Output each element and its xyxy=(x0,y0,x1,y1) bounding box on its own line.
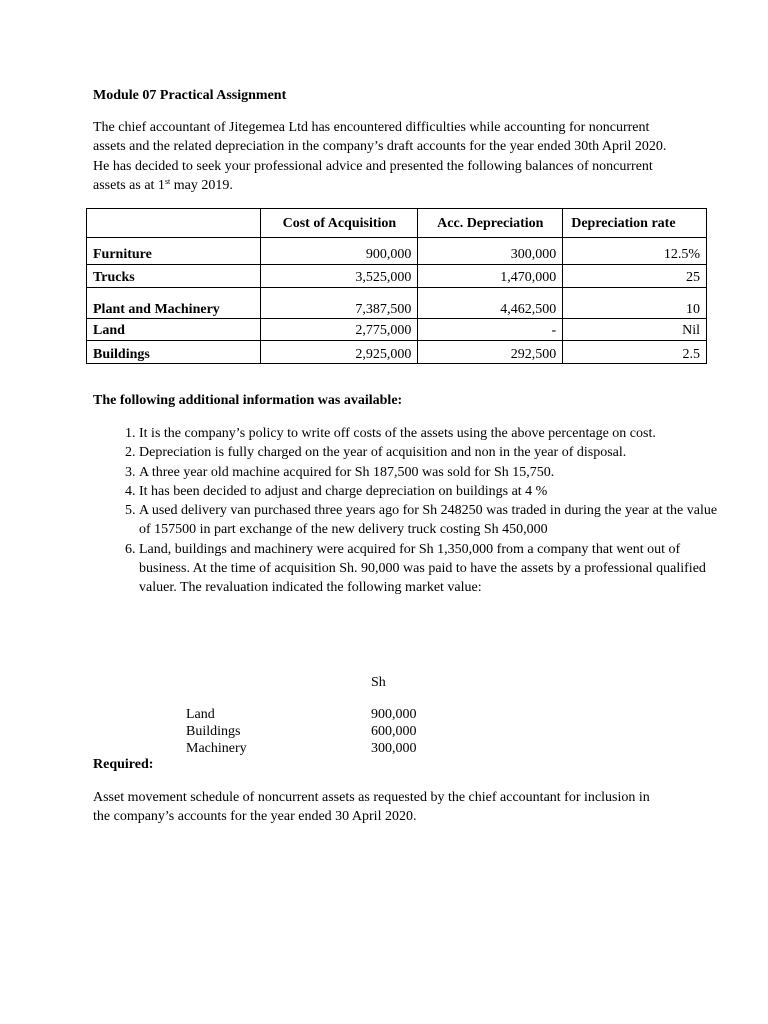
market-value-label: Land xyxy=(186,707,215,722)
asset-cost: 7,387,500 xyxy=(261,288,418,319)
asset-acc-dep: 1,470,000 xyxy=(418,265,563,288)
asset-rate: 2.5 xyxy=(563,341,707,364)
asset-acc-dep: - xyxy=(418,319,563,341)
asset-rate: Nil xyxy=(563,319,707,341)
table-header-acc-dep: Acc. Depreciation xyxy=(418,209,563,238)
asset-rate: 10 xyxy=(563,288,707,319)
list-item: 3. A three year old machine acquired for Sh 187,500 was sold for Sh 15,750. xyxy=(139,463,723,482)
market-value-amount: 900,000 xyxy=(371,707,417,722)
table-header-rate: Depreciation rate xyxy=(563,209,707,238)
table-header-cost: Cost of Acquisition xyxy=(261,209,418,238)
list-item: 6. Land, buildings and machinery were acquired for Sh 1,350,000 from a company that went out of business. At the time of acquisition Sh. 90,000 was paid to have the assets by a professional qualified valuer. The revaluation indicated the following market value: xyxy=(139,540,723,598)
asset-name: Buildings xyxy=(87,341,261,364)
intro-text-end: may 2019. xyxy=(170,177,233,193)
asset-name: Land xyxy=(87,319,261,341)
asset-name: Trucks xyxy=(87,265,261,288)
asset-cost: 900,000 xyxy=(261,238,418,265)
asset-cost: 2,925,000 xyxy=(261,341,418,364)
table-row xyxy=(87,341,707,364)
asset-cost: 3,525,000 xyxy=(261,265,418,288)
asset-name: Furniture xyxy=(87,238,261,265)
asset-acc-dep: 4,462,500 xyxy=(418,288,563,319)
table-row xyxy=(87,265,707,288)
market-value-label: Machinery xyxy=(186,741,247,756)
page-title: Module 07 Practical Assignment xyxy=(93,88,287,103)
required-paragraph: Asset movement schedule of noncurrent assets as requested by the chief accountant for inclusion in the company’s accounts for the year ended 30 April 2020. xyxy=(93,790,650,825)
intro-paragraph xyxy=(93,118,683,195)
market-value-currency: Sh xyxy=(371,675,386,690)
asset-rate: 12.5% xyxy=(563,238,707,265)
table-row xyxy=(87,319,707,341)
table-header-row xyxy=(87,209,707,238)
table-row xyxy=(87,238,707,265)
additional-info-list xyxy=(93,424,723,598)
list-item: 2. Depreciation is fully charged on the year of acquisition and non in the year of disposal. xyxy=(139,443,723,462)
intro-superscript: st xyxy=(164,176,171,186)
asset-rate: 25 xyxy=(563,265,707,288)
asset-name: Plant and Machinery xyxy=(87,288,261,319)
market-value-amount: 600,000 xyxy=(371,724,417,739)
asset-cost: 2,775,000 xyxy=(261,319,418,341)
table-row xyxy=(87,288,707,319)
asset-acc-dep: 292,500 xyxy=(418,341,563,364)
list-item: 5. A used delivery van purchased three years ago for Sh 248250 was traded in during the year at the value of 157500 in part exchange of the new delivery truck costing Sh 450,000 xyxy=(139,501,723,540)
list-item: 1. It is the company’s policy to write off costs of the assets using the above percentage on cost. xyxy=(139,424,723,443)
required-heading: Required: xyxy=(93,757,154,772)
market-value-amount: 300,000 xyxy=(371,741,417,756)
table-header-blank xyxy=(87,209,261,238)
assets-table xyxy=(86,208,707,364)
additional-info-heading: The following additional information was available: xyxy=(93,393,403,408)
market-value-label: Buildings xyxy=(186,724,241,739)
list-item: 4. It has been decided to adjust and charge depreciation on buildings at 4 % xyxy=(139,482,723,501)
asset-acc-dep: 300,000 xyxy=(418,238,563,265)
intro-text: The chief accountant of Jitegemea Ltd has encountered difficulties while accounting for noncurrent assets and the related depreciation in the company’s draft accounts for the year ended 30th April 2020. He has decided to seek your professional advice and presented the following balances of noncurrent assets as at 1 xyxy=(93,120,667,193)
